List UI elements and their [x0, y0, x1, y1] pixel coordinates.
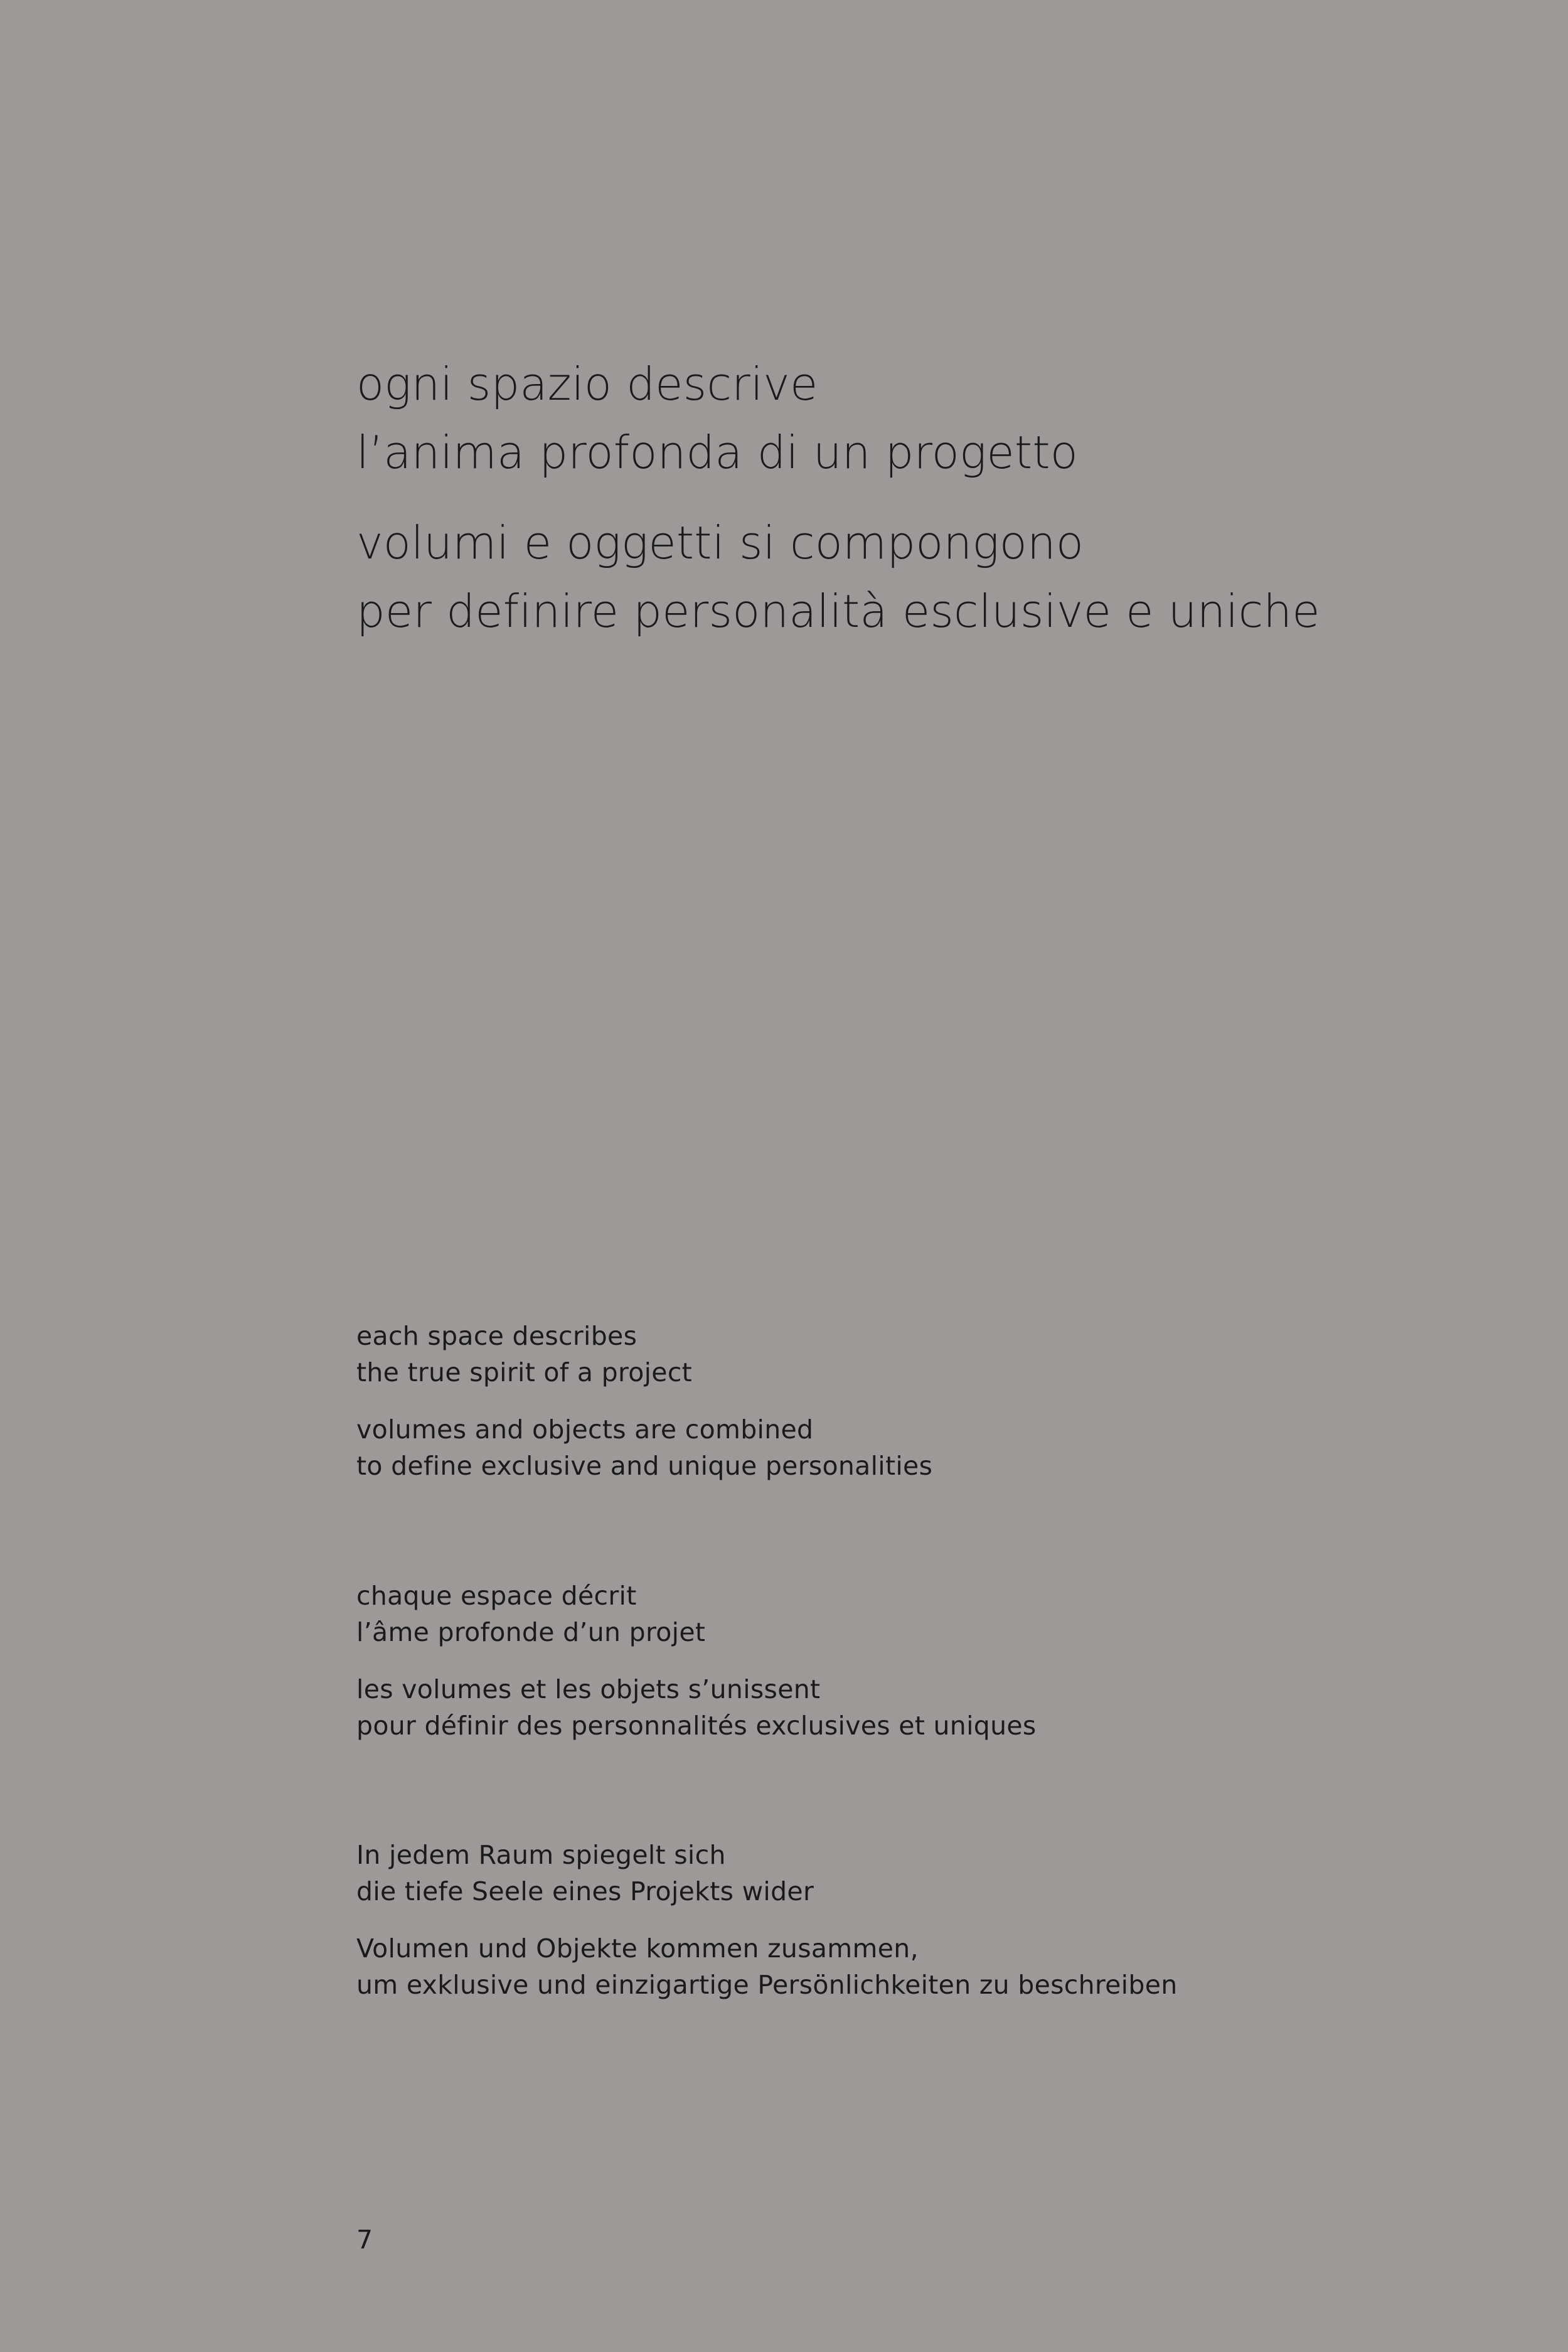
german-text-block [356, 1837, 1486, 2003]
text-line: um exklusive und einzigartige Persönlichkeiten zu beschreiben [356, 1970, 1178, 2000]
text-line: ogni spazio descrive [356, 358, 818, 410]
page-number: 7 [356, 2225, 373, 2255]
text-line: pour définir des personnalités exclusives et uniques [356, 1711, 1037, 1741]
text-line: chaque espace décrit [356, 1581, 637, 1611]
text-line: Volumen und Objekte kommen zusammen, [356, 1933, 919, 1964]
text-line: volumi e oggetti si compongono [356, 516, 1084, 569]
text-line: the true spirit of a project [356, 1357, 693, 1387]
italian-paragraph-1 [356, 350, 1486, 487]
italian-text-block [356, 350, 1486, 646]
text-line: In jedem Raum spiegelt sich [356, 1840, 726, 1870]
english-paragraph-2 [356, 1411, 1486, 1484]
text-line: to define exclusive and unique personalities [356, 1451, 933, 1481]
text-line: per definire personalità esclusive e uniche [356, 585, 1320, 638]
text-line: l’anima profonda di un progetto [356, 426, 1079, 479]
text-line: les volumes et les objets s’unissent [356, 1674, 821, 1704]
english-paragraph-1 [356, 1318, 1486, 1391]
french-paragraph-1 [356, 1578, 1486, 1650]
german-paragraph-1 [356, 1837, 1486, 1910]
text-line: each space describes [356, 1321, 637, 1351]
german-paragraph-2 [356, 1930, 1486, 2003]
text-line: volumes and objects are combined [356, 1414, 814, 1445]
french-text-block [356, 1578, 1486, 1744]
text-line: l’âme profonde d’un projet [356, 1617, 706, 1647]
english-text-block [356, 1318, 1486, 1484]
french-paragraph-2 [356, 1671, 1486, 1744]
text-line: die tiefe Seele eines Projekts wider [356, 1876, 814, 1906]
italian-paragraph-2 [356, 509, 1486, 646]
